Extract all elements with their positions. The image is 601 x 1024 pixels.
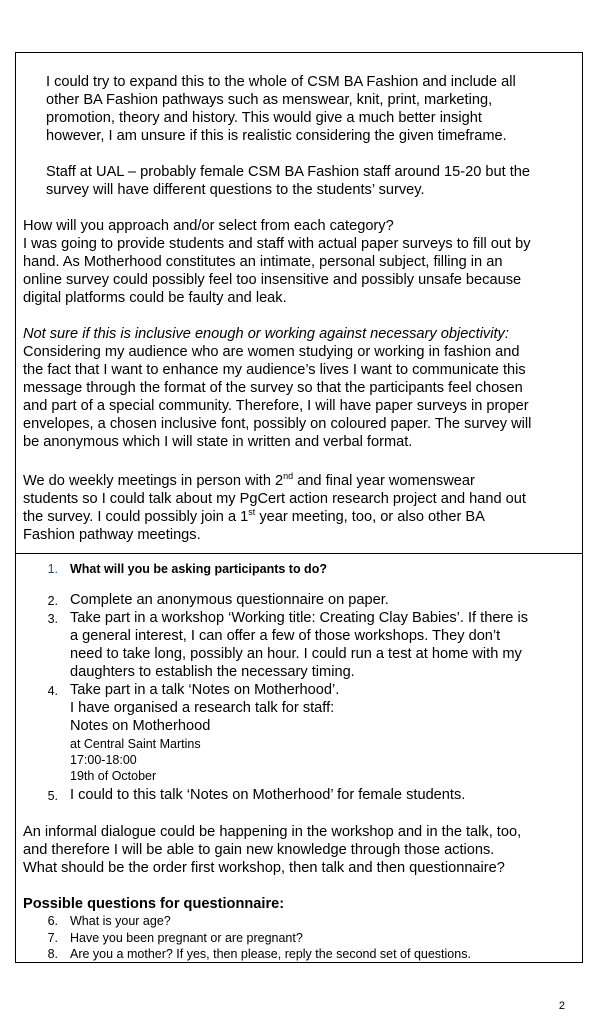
section-divider xyxy=(16,553,582,554)
para4-italic-line: Not sure if this is inclusive enough or working against necessary objectivity: xyxy=(23,326,509,342)
para5-text: We do weekly meetings in person with 2 xyxy=(23,473,284,489)
list-item-detail: at Central Saint Martins xyxy=(70,737,201,751)
question-item: Have you been pregnant or are pregnant? xyxy=(70,931,303,945)
questions-heading: Possible questions for questionnaire: xyxy=(23,896,285,912)
para1-line: promotion, theory and history. This would give a much better insight xyxy=(46,110,482,126)
list-number: 5. xyxy=(47,789,58,803)
list-item-line: a general interest, I can offer a few of those workshops. They don’t xyxy=(70,628,501,644)
list-item-detail: 17:00-18:00 xyxy=(70,753,137,767)
list-number: 1. xyxy=(47,562,58,576)
list-item-line: need to take long, possibly an hour. I could run a test at home with my xyxy=(70,646,522,662)
list-item-line: Complete an anonymous questionnaire on paper. xyxy=(70,592,389,608)
list-number: 6. xyxy=(47,914,58,928)
list-item-line: Take part in a talk ‘Notes on Motherhood’. xyxy=(70,682,340,698)
para2-line: survey will have different questions to the students’ survey. xyxy=(46,182,425,198)
para3-line: hand. As Motherhood constitutes an intimate, personal subject, filling in an xyxy=(23,254,503,270)
list-number: 8. xyxy=(47,947,58,961)
para1-line: I could try to expand this to the whole of CSM BA Fashion and include all xyxy=(46,74,516,90)
para1-line: however, I am unsure if this is realistic considering the given timeframe. xyxy=(46,128,507,144)
para1-line: other BA Fashion pathways such as menswear, knit, print, marketing, xyxy=(46,92,493,108)
para2-line: Staff at UAL – probably female CSM BA Fashion staff around 15-20 but the xyxy=(46,164,531,180)
question-item: Are you a mother? If yes, then please, reply the second set of questions. xyxy=(70,947,471,961)
para4-line: and part of a special community. Therefore, I will have paper surveys in proper xyxy=(23,398,529,414)
page-number: 2 xyxy=(558,1000,565,1012)
para6-line: and therefore I will be able to gain new knowledge through those actions. xyxy=(23,842,495,858)
para5-text: year meeting, too, or also other BA xyxy=(255,509,485,525)
para5-line xyxy=(23,472,475,490)
para3-line: digital platforms could be faulty and leak. xyxy=(23,290,287,306)
para4-line: Considering my audience who are women studying or working in fashion and xyxy=(23,344,520,360)
list-item-line: I have organised a research talk for staff: xyxy=(70,700,335,716)
superscript: st xyxy=(248,507,256,518)
list-item-line: Notes on Motherhood xyxy=(70,718,211,734)
para4-line: message through the format of the survey so that the participants feel chosen xyxy=(23,380,523,396)
para5-line xyxy=(23,508,485,526)
para3-line: How will you approach and/or select from each category? xyxy=(23,218,394,234)
list-item-line: I could to this talk ‘Notes on Motherhood’ for female students. xyxy=(70,787,466,803)
para6-line: An informal dialogue could be happening in the workshop and in the talk, too, xyxy=(23,824,522,840)
list-number: 4. xyxy=(47,684,58,698)
para4-line: be anonymous which I will state in written and verbal format. xyxy=(23,434,413,450)
para4-line: the fact that I want to enhance my audience’s lives I want to communicate this xyxy=(23,362,526,378)
para3-line: online survey could possibly feel too insensitive and possibly unsafe because xyxy=(23,272,522,288)
superscript: nd xyxy=(283,471,294,482)
list-number: 2. xyxy=(47,594,58,608)
list-item-line: daughters to establish the necessary timing. xyxy=(70,664,355,680)
para6-line: What should be the order first workshop, then talk and then questionnaire? xyxy=(23,860,505,876)
para5-line: Fashion pathway meetings. xyxy=(23,527,201,543)
para5-line: students so I could talk about my PgCert action research project and hand out xyxy=(23,491,526,507)
list-number: 3. xyxy=(47,612,58,626)
para5-text: and final year womenswear xyxy=(293,473,475,489)
para4-line: envelopes, a chosen inclusive font, possibly on coloured paper. The survey will xyxy=(23,416,532,432)
para3-line: I was going to provide students and staff with actual paper surveys to fill out by xyxy=(23,236,531,252)
para5-text: the survey. I could possibly join a 1 xyxy=(23,509,249,525)
list-item-detail: 19th of October xyxy=(70,769,157,783)
list-item-line: Take part in a workshop ‘Working title: Creating Clay Babies’. If there is xyxy=(70,610,529,626)
section-question: What will you be asking participants to do? xyxy=(70,562,327,576)
list-number: 7. xyxy=(47,931,58,945)
question-item: What is your age? xyxy=(70,914,171,928)
